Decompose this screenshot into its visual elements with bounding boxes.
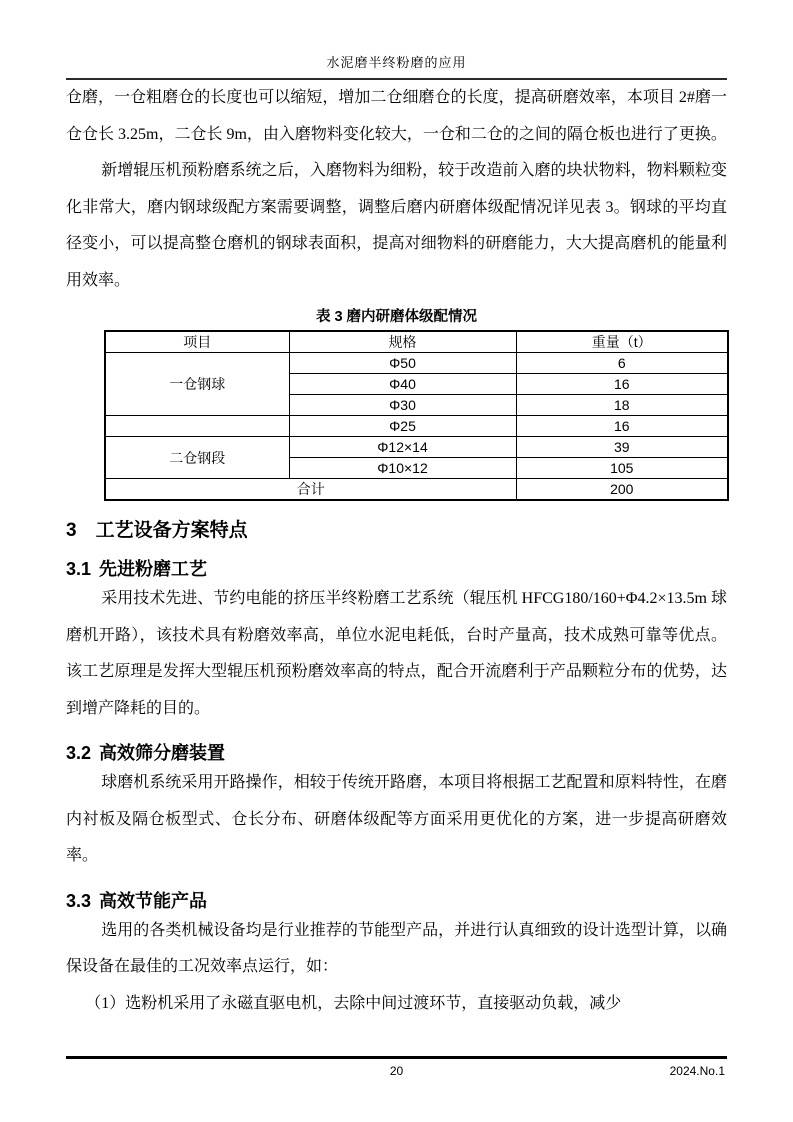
total-value-cell: 200 [516, 479, 728, 501]
weight-cell: 105 [516, 458, 728, 479]
subsection-number: 3.3 [66, 890, 92, 911]
body-text [66, 80, 727, 299]
weight-cell: 16 [516, 416, 728, 437]
weight-cell: 18 [516, 395, 728, 416]
paragraph-ball-mill: 球磨机系统采用开路操作，相较于传统开路磨，本项目将根据工艺配置和原料特性，在磨内衬板及隔仓板型式、仓长分布、研磨体级配等方面采用更优化的方案，进一步提高研磨效率。 [66, 774, 727, 864]
subsection-3-2-body [66, 765, 727, 875]
running-header [66, 0, 727, 80]
weight-cell: 16 [516, 374, 728, 395]
spec-cell: Φ40 [289, 374, 516, 395]
paragraph-process-system: 采用技术先进、节约电能的挤压半终粉磨工艺系统（辊压机 HFCG180/160+Φ4.2×13.5m 球磨机开路），该技术具有粉磨效率高，单位水泥电耗低，台时产量高，技术成熟可靠等优点。该工艺原理是发挥大型辊压机预粉磨效率高的特点，配合开流磨利于产品颗粒分布的优势，达到增产降耗的目的。 [66, 590, 727, 717]
spec-cell: Φ30 [289, 395, 516, 416]
subsection-3-1-body [66, 581, 727, 727]
spec-cell: Φ10×12 [289, 458, 516, 479]
subsection-heading-3-2 [66, 742, 727, 765]
table-row [105, 353, 728, 374]
running-header-title: 水泥磨半终粉磨的应用 [326, 55, 467, 70]
table-row [105, 416, 728, 437]
spec-cell: Φ50 [289, 353, 516, 374]
table-row [105, 437, 728, 458]
header-cell-weight: 重量（t） [516, 331, 728, 353]
section-heading-3 [66, 519, 727, 543]
spec-cell: Φ25 [289, 416, 516, 437]
table-caption: 表 3 磨内研磨体级配情况 [315, 309, 478, 325]
footer-issue-label: 2024.No.1 [669, 1064, 725, 1078]
weight-cell: 39 [516, 437, 728, 458]
grinding-media-table [104, 330, 729, 501]
paragraph-continuation: 仓磨，一仓粗磨仓的长度也可以缩短，增加二仓细磨仓的长度，提高研磨效率，本项目 2#磨一仓仓长 3.25m，二仓长 9m，由入磨物料变化较大，一仓和二仓的之间的隔仓板也进行了更换。 [66, 89, 727, 143]
subsection-3-3-body [66, 913, 727, 1023]
subsection-heading-3-1 [66, 558, 727, 581]
spec-cell: Φ12×14 [289, 437, 516, 458]
subsection-number: 3.2 [66, 743, 92, 763]
total-label-cell: 合计 [105, 479, 516, 501]
section-title: 工艺设备方案特点 [95, 520, 248, 541]
page-footer [66, 1056, 727, 1080]
paragraph-list-item-1: （1）选粉机采用了永磁直驱电机，去除中间过渡环节，直接驱动负载，减少 [85, 994, 622, 1012]
header-cell-item: 项目 [105, 331, 289, 353]
subsection-heading-3-3 [66, 890, 727, 913]
footer-row [66, 1059, 727, 1080]
page-content [66, 0, 727, 1022]
table-total-row [105, 479, 728, 501]
header-cell-spec: 规格 [289, 331, 516, 353]
table-header-row [105, 331, 728, 353]
group-cell-bin1-balls: 一仓钢球 [105, 353, 289, 416]
paragraph-energy-saving: 选用的各类机械设备均是行业推荐的节能型产品，并进行认真细致的设计选型计算，以确保设备在最佳的工况效率点运行，如： [66, 921, 727, 975]
subsection-title: 先进粉磨工艺 [99, 559, 208, 579]
subsection-title: 高效节能产品 [99, 890, 208, 911]
footer-page-number: 20 [389, 1064, 404, 1078]
subsection-title: 高效筛分磨装置 [99, 743, 226, 763]
section-number: 3 [66, 520, 77, 541]
group-cell-bin2-cylpebs: 二仓钢段 [105, 437, 289, 479]
paragraph-grinding-media: 新增辊压机预粉磨系统之后，入磨物料为细粉，较于改造前入磨的块状物料，物料颗粒变化非常大，磨内钢球级配方案需要调整，调整后磨内研磨体级配情况详见表 3。钢球的平均直径变小，可以提高整仓磨机的钢球表面积，提高对细物料的研磨能力，大大提高磨机的能量利用效率。 [66, 162, 727, 289]
subsection-number: 3.1 [66, 559, 92, 579]
weight-cell: 6 [516, 353, 728, 374]
group-cell-empty [105, 416, 289, 437]
